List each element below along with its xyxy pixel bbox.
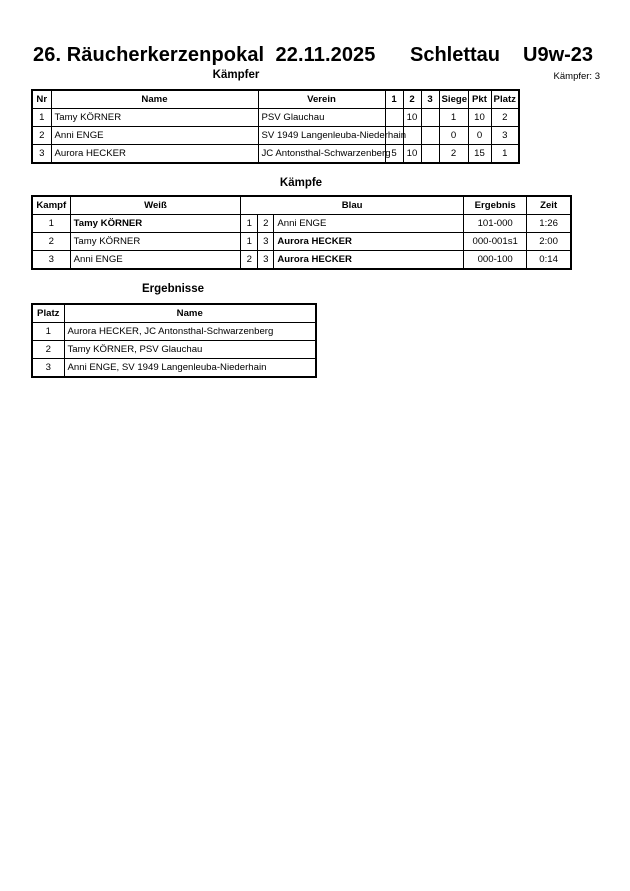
fight-no: 1 <box>32 215 70 233</box>
fight-white: Tamy KÖRNER <box>70 215 241 233</box>
fights-header-row <box>32 196 571 215</box>
fighter-round-1 <box>385 109 403 127</box>
col-result: Ergebnis <box>464 196 527 215</box>
fights-heading: Kämpfe <box>279 177 323 189</box>
table-row <box>32 323 316 341</box>
result-place: 1 <box>32 323 64 341</box>
col-round-1: 1 <box>385 90 403 109</box>
table-row <box>32 145 519 164</box>
fight-white: Anni ENGE <box>70 251 241 270</box>
col-place: Platz <box>491 90 519 109</box>
fighter-wins: 2 <box>439 145 468 164</box>
col-white: Weiß <box>70 196 241 215</box>
col-blue: Blau <box>241 196 464 215</box>
table-row <box>32 359 316 378</box>
result-place: 3 <box>32 359 64 378</box>
fighter-name: Aurora HECKER <box>51 145 258 164</box>
table-row <box>32 215 571 233</box>
fighters-heading: Kämpfer <box>212 69 260 81</box>
fighter-round-2: 10 <box>403 145 421 164</box>
fighter-place: 1 <box>491 145 519 164</box>
fighter-round-2: 10 <box>403 109 421 127</box>
fighter-club: PSV Glauchau <box>258 109 385 127</box>
fighter-count: Kämpfer: 3 <box>553 71 600 82</box>
fighter-round-3 <box>421 145 439 164</box>
fighter-club: JC Antonsthal-Schwarzenberg <box>258 145 385 164</box>
result-name: Tamy KÖRNER, PSV Glauchau <box>64 341 316 359</box>
fighters-header-row <box>32 90 519 109</box>
fight-blue-nr: 2 <box>258 215 274 233</box>
page-title: 26. Räucherkerzenpokal 22.11.2025 <box>33 44 376 66</box>
tournament-location: Schlettau <box>410 44 501 66</box>
result-name: Anni ENGE, SV 1949 Langenleuba-Niederhain <box>64 359 316 378</box>
fight-blue: Anni ENGE <box>274 215 464 233</box>
weight-class: U9w-23 <box>523 44 594 66</box>
table-row <box>32 127 519 145</box>
col-name: Name <box>51 90 258 109</box>
table-row <box>32 233 571 251</box>
fighter-round-3 <box>421 109 439 127</box>
fighter-name: Anni ENGE <box>51 127 258 145</box>
col-fight: Kampf <box>32 196 70 215</box>
fight-white-nr: 2 <box>241 251 258 270</box>
fight-time: 1:26 <box>527 215 571 233</box>
fight-blue: Aurora HECKER <box>274 233 464 251</box>
fighter-points: 10 <box>468 109 491 127</box>
fighter-name: Tamy KÖRNER <box>51 109 258 127</box>
col-wins: Siege <box>439 90 468 109</box>
col-nr: Nr <box>32 90 51 109</box>
fights-table <box>31 195 572 270</box>
table-row <box>32 341 316 359</box>
col-time: Zeit <box>527 196 571 215</box>
table-row <box>32 251 571 270</box>
fighters-table <box>31 89 520 164</box>
fighter-points: 0 <box>468 127 491 145</box>
col-name: Name <box>64 304 316 323</box>
result-place: 2 <box>32 341 64 359</box>
fight-time: 0:14 <box>527 251 571 270</box>
fight-result: 000-100 <box>464 251 527 270</box>
fighter-place: 3 <box>491 127 519 145</box>
fighter-round-3 <box>421 127 439 145</box>
fighter-club: SV 1949 Langenleuba-Niederhain <box>258 127 385 145</box>
fighter-wins: 1 <box>439 109 468 127</box>
fight-blue: Aurora HECKER <box>274 251 464 270</box>
fight-result: 101-000 <box>464 215 527 233</box>
fight-blue-nr: 3 <box>258 233 274 251</box>
fighter-nr: 2 <box>32 127 51 145</box>
fight-time: 2:00 <box>527 233 571 251</box>
fighter-nr: 1 <box>32 109 51 127</box>
result-name: Aurora HECKER, JC Antonsthal-Schwarzenberg <box>64 323 316 341</box>
fight-result: 000-001s1 <box>464 233 527 251</box>
fighter-points: 15 <box>468 145 491 164</box>
fighter-place: 2 <box>491 109 519 127</box>
col-round-3: 3 <box>421 90 439 109</box>
fight-no: 3 <box>32 251 70 270</box>
fight-blue-nr: 3 <box>258 251 274 270</box>
col-club: Verein <box>258 90 385 109</box>
table-row <box>32 109 519 127</box>
results-table <box>31 303 317 378</box>
results-heading: Ergebnisse <box>142 283 204 295</box>
results-header-row <box>32 304 316 323</box>
fight-no: 2 <box>32 233 70 251</box>
fighter-round-1: 5 <box>385 145 403 164</box>
col-points: Pkt <box>468 90 491 109</box>
fighter-nr: 3 <box>32 145 51 164</box>
fight-white-nr: 1 <box>241 215 258 233</box>
fight-white: Tamy KÖRNER <box>70 233 241 251</box>
fight-white-nr: 1 <box>241 233 258 251</box>
fighter-wins: 0 <box>439 127 468 145</box>
col-place: Platz <box>32 304 64 323</box>
col-round-2: 2 <box>403 90 421 109</box>
